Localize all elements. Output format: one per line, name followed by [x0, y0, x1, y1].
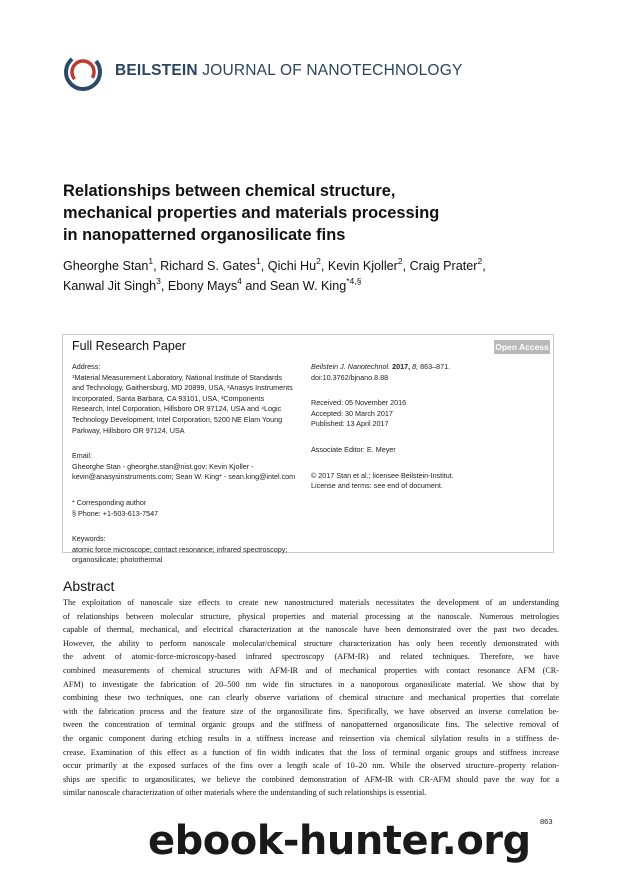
- citation-pages: 863–871.: [420, 362, 451, 371]
- abstract-line: However, the ability to perform nanoscale molecular/chemical structure characterization has only been recently demonstrated with: [63, 638, 559, 648]
- abstract-line: the organic component during etching results in a stiffness increase and reinsertion via chemical silylation results in a stiffness de-: [63, 733, 559, 743]
- citation-block: [311, 362, 551, 383]
- keywords-line: atomic force microscope; contact resonance; infrared spectroscopy;: [72, 544, 288, 554]
- abstract-line: combining these two techniques, one can clearly observe variations of chemical structure and mechanical properties that correlate: [63, 693, 559, 703]
- address-line: Incorporated, Santa Barbara, CA 93101, USA, ³Components: [72, 393, 265, 403]
- citation-volume: 8,: [412, 362, 419, 371]
- address-line: and Technology, Gaithersburg, MD 20899, USA, ²Anasys Instruments: [72, 383, 293, 393]
- abstract-line: with the fabrication process and the feature size of the organosilicate fins. Specifically, we have observed an inverse correlation be-: [63, 706, 559, 716]
- dates-block: [311, 398, 551, 430]
- author-line: [63, 276, 563, 296]
- license-block: [311, 471, 551, 492]
- author-affiliation: 2: [397, 256, 403, 266]
- abstract-line: ships are specific to organosilicates, we believe the combined demonstration of AFM-IR with CR-AFM should pave the way for a: [63, 774, 559, 784]
- author-name: Qichi Hu: [267, 259, 317, 273]
- citation-journal: Beilstein J. Nanotechnol.: [311, 362, 391, 371]
- accepted-date: Accepted: 30 March 2017: [311, 408, 393, 418]
- email-line[interactable]: Gheorghe Stan - gheorghe.stan@nist.gov; Kevin Kjoller -: [72, 461, 254, 471]
- abstract-line: similar nanoscale characterization of other materials where the understanding of such relationships is essential.: [63, 788, 427, 798]
- abstract-line: tween the concentration of terminal organic groups and the stiffness of nanopatterned organosilicate fins. The selective removal of: [63, 720, 559, 730]
- author-name: Ebony Mays: [167, 279, 238, 293]
- editor-block: [311, 445, 551, 456]
- address-line: ¹Material Measurement Laboratory, National Institute of Standards: [72, 372, 283, 382]
- citation-year: 2017,: [392, 362, 411, 371]
- author-affiliation: 1: [148, 256, 154, 266]
- corresponding-block: [72, 498, 304, 519]
- author-affiliation: 4: [237, 276, 242, 286]
- title-line: Relationships between chemical structure,: [63, 182, 396, 200]
- author-affiliation: 1: [256, 256, 261, 266]
- author-name: Gheorghe Stan: [63, 259, 149, 273]
- title-line: mechanical properties and materials processing: [63, 204, 440, 222]
- phone: § Phone: +1-503-613-7547: [72, 508, 159, 518]
- email-block: [72, 451, 304, 483]
- keywords-label: Keywords:: [72, 534, 106, 544]
- author-separator: ,: [153, 259, 161, 273]
- email-label: Email:: [72, 451, 92, 461]
- associate-editor: Associate Editor: E. Meyer: [311, 444, 396, 454]
- page-number: 863: [540, 817, 553, 826]
- license-line: License and terms: see end of document.: [311, 481, 443, 491]
- address-line: Parkway, Hillsboro OR 97124, USA: [72, 425, 185, 435]
- abstract-line: capable of thermal, mechanical, and electrical characterization at the nanoscale have been demonstrated over the past two decades.: [63, 625, 559, 635]
- author-name: Sean W. King: [269, 279, 347, 293]
- info-right-column: [311, 362, 551, 501]
- author-separator: ,: [402, 259, 410, 273]
- abstract-heading: Abstract: [63, 578, 115, 594]
- author-separator: ,: [482, 259, 486, 273]
- keywords-block: [72, 534, 304, 566]
- received-date: Received: 05 November 2016: [311, 398, 407, 408]
- author-affiliation: *4,§: [346, 276, 362, 286]
- abstract-line: crease. Examination of this effect as a function of fin width indicates that the loss of terminal organic groups and stiffness increase: [63, 747, 559, 757]
- open-access-badge: Open Access: [495, 342, 549, 352]
- abstract-line: occur primarily at the exposed surfaces of the fins over a length scale of 10–20 nm. While the observed structure–property relation-: [63, 761, 559, 771]
- abstract-line: the advent of atomic-force-microscopy-based infrared spectroscopy (AFM-IR) and related techniques. Therefore, we have: [63, 652, 559, 662]
- corresponding-author: * Corresponding author: [72, 497, 147, 507]
- info-left-column: [72, 362, 304, 575]
- author-name: Richard S. Gates: [160, 259, 257, 273]
- author-line: [63, 256, 563, 276]
- author-separator: ,: [260, 259, 268, 273]
- article-title: [63, 180, 533, 246]
- copyright-line: © 2017 Stan et al.; licensee Beilstein-Institut.: [311, 470, 454, 480]
- abstract-line: of relationships between molecular structure, physical properties and material processing at the nanoscale. Numerous metrologies: [63, 611, 559, 621]
- author-name: Kanwal Jit Singh: [63, 279, 157, 293]
- author-name: Craig Prater: [409, 259, 478, 273]
- address-line: Research, Intel Corporation, Hillsboro OR 97124, USA and ⁴Logic: [72, 404, 282, 414]
- abstract-line: The exploitation of nanoscale size effects to create new nanostructured materials necessitates the development of an understanding: [63, 598, 559, 607]
- journal-name-rest: JOURNAL OF NANOTECHNOLOGY: [202, 62, 463, 79]
- keywords-line: organosilicate; photothermal: [72, 555, 163, 565]
- published-date: Published: 13 April 2017: [311, 419, 389, 429]
- watermark: ebook-hunter.org: [148, 818, 531, 864]
- title-line: in nanopatterned organosilicate fins: [63, 226, 346, 244]
- author-separator: and: [241, 279, 270, 293]
- address-line: Technology Development, Intel Corporation, 5200 NE Elam Young: [72, 414, 283, 424]
- abstract-line: AFM) to investigate the fabrication of 20–500 nm wide fin structures in a nanoporous organosilicate material. We show that by: [63, 679, 559, 689]
- address-block: [72, 362, 304, 436]
- beilstein-logo-icon: [63, 52, 103, 92]
- doi-link[interactable]: doi:10.3762/bjnano.8.88: [311, 372, 389, 382]
- journal-name: [115, 62, 463, 80]
- email-line[interactable]: kevin@anasysinstruments.com; Sean W. King* - sean.king@intel.com: [72, 472, 296, 482]
- author-affiliation: 2: [477, 256, 483, 266]
- address-label: Address:: [72, 362, 101, 371]
- author-affiliation: 2: [316, 256, 321, 266]
- author-list: [63, 256, 563, 296]
- author-affiliation: 3: [156, 276, 161, 286]
- citation-line: [311, 362, 551, 373]
- journal-name-bold: BEILSTEIN: [115, 62, 198, 79]
- abstract-line: combined measurements of chemical structures with AFM-IR and of mechanical properties with contact resonance AFM (CR-: [63, 665, 559, 675]
- paper-type: Full Research Paper: [72, 339, 186, 353]
- author-separator: ,: [320, 259, 328, 273]
- author-separator: ,: [160, 279, 168, 293]
- abstract-body: [63, 596, 559, 800]
- author-name: Kevin Kjoller: [327, 259, 398, 273]
